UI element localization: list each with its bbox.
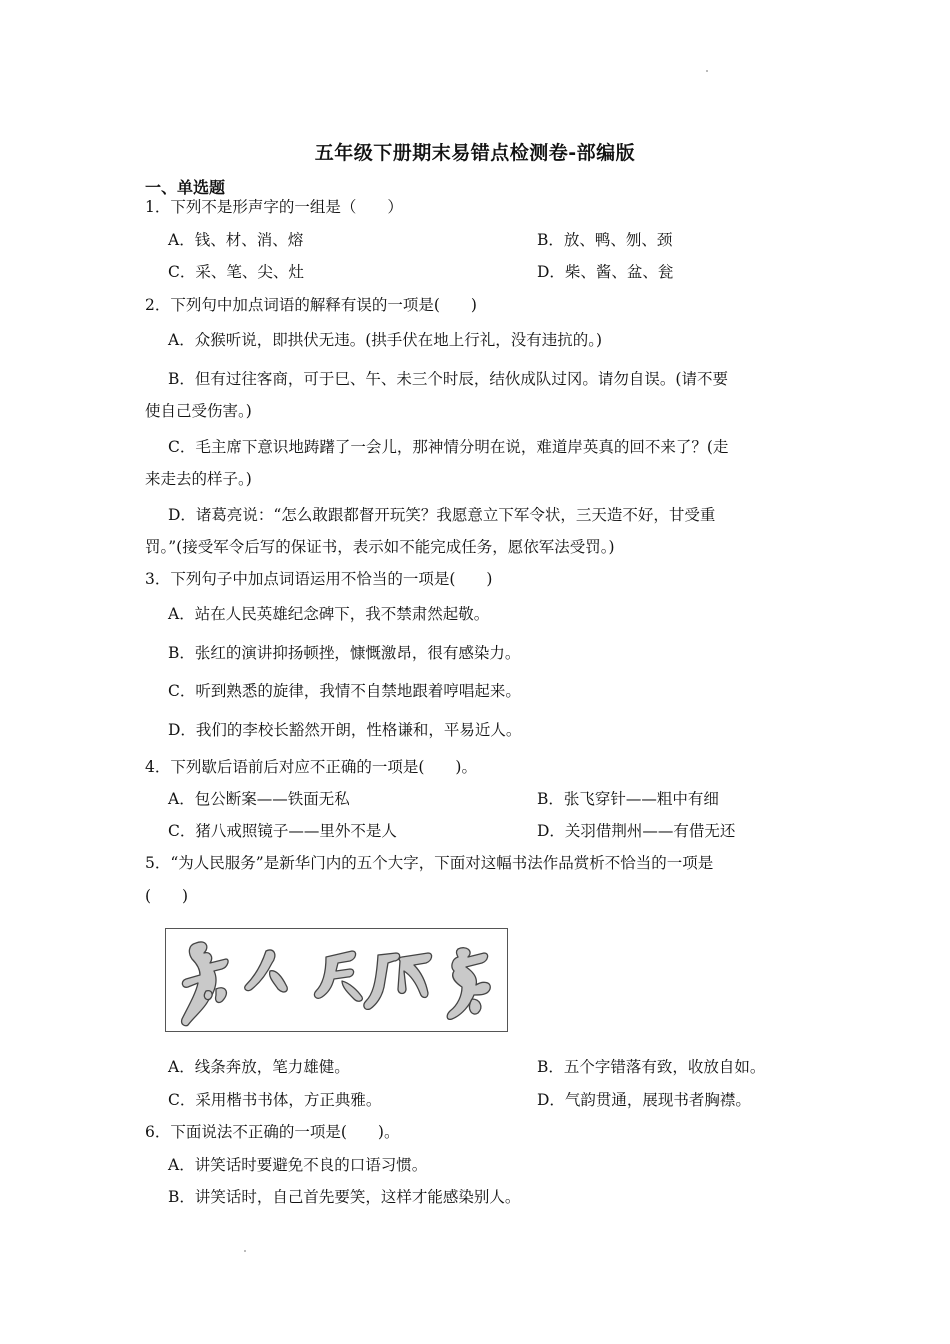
scan-speck (706, 70, 708, 72)
question-2-option-c[interactable]: C．毛主席下意识地踌躇了一会儿，那神情分明在说，难道岸英真的回不来了？(走 (168, 438, 729, 456)
question-5-stem-continued: ( ) (145, 887, 189, 905)
question-1-option-a[interactable]: A．钱、材、消、熔 (168, 231, 304, 249)
question-6-option-b[interactable]: B．讲笑话时，自己首先要笑，这样才能感染别人。 (168, 1188, 521, 1206)
question-2-option-a[interactable]: A．众猴听说，即拱伏无违。(拱手伏在地上行礼，没有违抗的。) (168, 331, 603, 349)
question-5-option-b[interactable]: B．五个字错落有致，收放自如。 (537, 1058, 766, 1076)
calligraphy-image (165, 928, 508, 1032)
question-5-stem: 5．“为人民服务”是新华门内的五个大字，下面对这幅书法作品赏析不恰当的一项是 (145, 854, 714, 872)
question-2-option-d-continued: 罚。”(接受军令后写的保证书，表示如不能完成任务，愿依军法受罚。) (145, 538, 615, 556)
question-4-stem: 4．下列歇后语前后对应不正确的一项是( )。 (145, 758, 477, 776)
question-6-stem: 6．下面说法不正确的一项是( )。 (145, 1123, 400, 1141)
page-title: 五年级下册期末易错点检测卷-部编版 (314, 142, 636, 164)
question-3-option-c[interactable]: C．听到熟悉的旋律，我情不自禁地跟着哼唱起来。 (168, 682, 521, 700)
question-3-option-a[interactable]: A．站在人民英雄纪念碑下，我不禁肃然起敬。 (168, 605, 490, 623)
question-1-stem: 1．下列不是形声字的一组是（ ） (145, 198, 403, 216)
section-heading: 一、单选题 (145, 178, 226, 197)
question-4-option-c[interactable]: C．猪八戒照镜子——里外不是人 (168, 822, 397, 840)
question-2-option-b[interactable]: B．但有过往客商，可于巳、午、未三个时辰，结伙成队过冈。请勿自误。(请不要 (168, 370, 728, 388)
question-2-option-c-continued: 来走去的样子。) (145, 470, 252, 488)
scan-speck (244, 1250, 246, 1252)
question-5-option-d[interactable]: D．气韵贯通，展现书者胸襟。 (537, 1091, 751, 1109)
question-2-stem: 2．下列句中加点词语的解释有误的一项是( ) (145, 296, 477, 314)
question-4-option-a[interactable]: A．包公断案——铁面无私 (168, 790, 350, 808)
question-4-option-b[interactable]: B．张飞穿针——粗中有细 (537, 790, 719, 808)
question-2-option-b-continued: 使自己受伤害。) (145, 402, 252, 420)
question-4-option-d[interactable]: D．关羽借荆州——有借无还 (537, 822, 736, 840)
question-5-option-c[interactable]: C．采用楷书书体，方正典雅。 (168, 1091, 382, 1109)
question-6-option-a[interactable]: A．讲笑话时要避免不良的口语习惯。 (168, 1156, 428, 1174)
question-3-stem: 3．下列句子中加点词语运用不恰当的一项是( ) (145, 570, 493, 588)
question-3-option-d[interactable]: D．我们的李校长豁然开朗，性格谦和，平易近人。 (168, 721, 522, 739)
question-3-option-b[interactable]: B．张红的演讲抑扬顿挫，慷慨激昂，很有感染力。 (168, 644, 521, 662)
question-1-option-d[interactable]: D．柴、酱、盆、瓮 (537, 263, 674, 281)
question-2-option-d[interactable]: D．诸葛亮说：“怎么敢跟都督开玩笑？我愿意立下军令状，三天造不好，甘受重 (168, 506, 716, 524)
question-5-option-a[interactable]: A．线条奔放，笔力雄健。 (168, 1058, 350, 1076)
question-1-option-c[interactable]: C．采、笔、尖、灶 (168, 263, 304, 281)
question-1-option-b[interactable]: B．放、鸭、刎、颈 (537, 231, 673, 249)
